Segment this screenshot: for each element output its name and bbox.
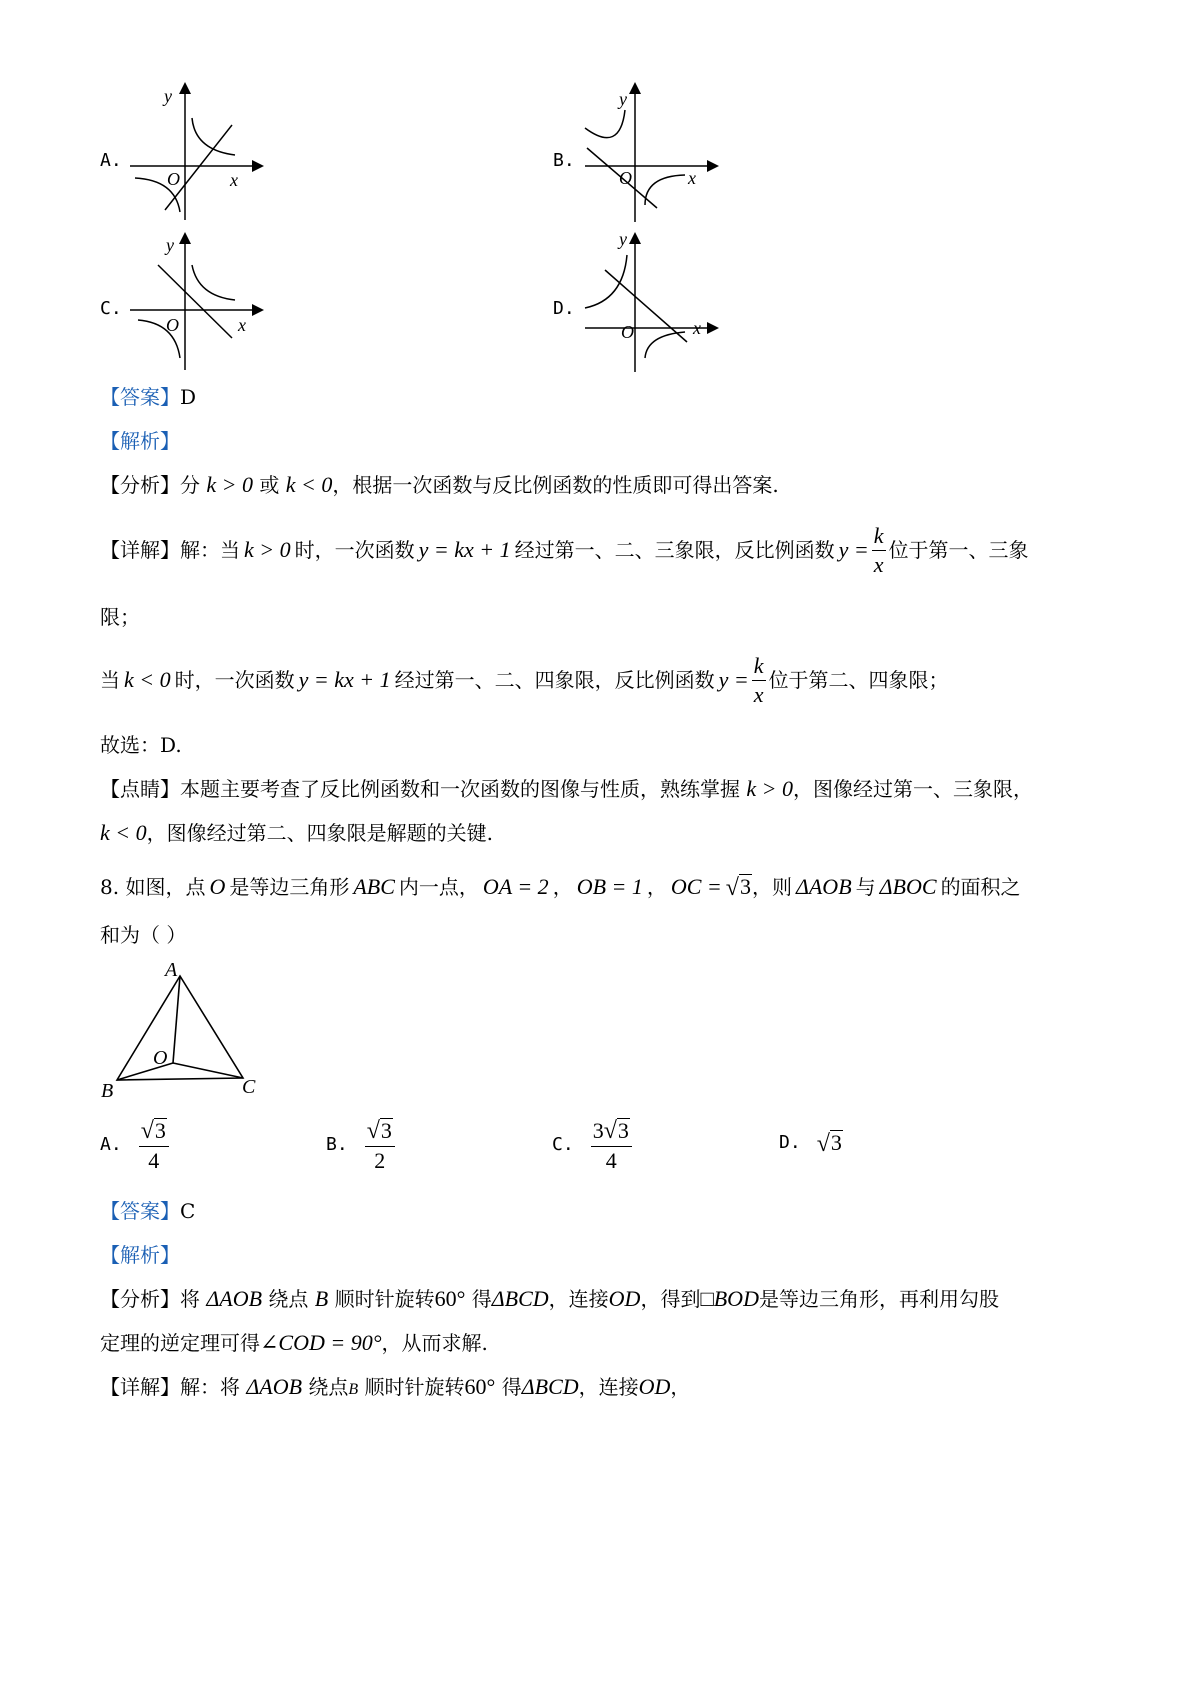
formula: B <box>348 1381 359 1398</box>
formula: 60° <box>464 1374 496 1399</box>
text: 时，一次函数 <box>174 668 295 692</box>
option-b-label: B. <box>553 150 575 171</box>
fraction <box>752 652 766 707</box>
q8-analysis-tag: 【解析】 <box>100 1243 180 1267</box>
formula: ΔBCD <box>491 1286 549 1311</box>
origin-label: O <box>621 322 634 342</box>
formula: OD <box>608 1286 641 1311</box>
xiangjie-tag: 【详解】 <box>100 1375 180 1399</box>
formula: □BOD <box>700 1286 759 1311</box>
formula: y = <box>838 537 869 562</box>
formula: k < 0 <box>124 667 171 692</box>
text: 与 <box>855 875 876 899</box>
formula: ΔAOB <box>795 874 852 899</box>
q8-option-b <box>326 1118 398 1172</box>
denominator: x <box>753 681 764 707</box>
formula: B <box>314 1286 329 1311</box>
text: 得 <box>501 1375 522 1399</box>
q8-option-d <box>779 1130 843 1156</box>
answer-tag: 【答案】 <box>100 1199 180 1223</box>
origin-label: O <box>167 169 180 189</box>
q8-triangle-figure <box>95 960 270 1105</box>
q8-fenxi-line2 <box>100 1330 488 1356</box>
option-a-label: A. <box>100 150 122 171</box>
answer-tag: 【答案】 <box>100 385 180 409</box>
x-label: x <box>238 315 246 335</box>
option-label: D. <box>779 1132 801 1153</box>
fraction <box>365 1118 395 1172</box>
formula: ABC <box>353 874 395 899</box>
fenxi-tag: 【分析】 <box>100 473 180 497</box>
option-a-graph <box>120 80 270 230</box>
denominator: 4 <box>605 1148 617 1174</box>
text: ，连接 <box>578 1375 639 1399</box>
question-number: 8. 如图，点 <box>100 875 206 899</box>
q8-fenxi-line1 <box>100 1286 999 1312</box>
text: 是等边三角形 <box>229 875 350 899</box>
hyperbola-q1 <box>192 265 235 300</box>
formula: ΔAOB <box>246 1374 303 1399</box>
formula: OA = 2 <box>482 874 549 899</box>
q7-fenxi <box>100 472 779 498</box>
formula: y = kx + 1 <box>418 537 511 562</box>
q8-option-c <box>552 1118 635 1172</box>
text: ，得到 <box>640 1287 701 1311</box>
q7-analysis-tag: 【解析】 <box>100 429 180 453</box>
q7-choose: 故选：D. <box>100 733 182 757</box>
text: 将 <box>180 1287 200 1311</box>
formula: 60° <box>434 1286 466 1311</box>
formula: OB = 1 <box>576 874 643 899</box>
text: ， <box>670 1375 691 1399</box>
formula: OC = <box>670 874 722 899</box>
formula: ΔBOC <box>879 874 937 899</box>
option-b-graph <box>575 80 725 230</box>
q7-dianjing-line1 <box>100 776 1033 802</box>
option-label: C. <box>552 1134 574 1156</box>
denominator: 2 <box>374 1148 386 1174</box>
text: ，图像经过第一、三象限， <box>792 777 1033 801</box>
q7-detail-line1 <box>100 522 1029 578</box>
sqrt-3: √ 3 <box>603 1118 629 1145</box>
text: 的面积之 <box>940 875 1021 899</box>
q7-detail-line2 <box>100 652 949 708</box>
radicand: 3 <box>154 1118 166 1143</box>
formula: O <box>209 874 226 899</box>
formula: k < 0 <box>100 820 147 845</box>
numerator: k <box>752 655 766 681</box>
sqrt-3: √ 3 <box>140 1118 166 1145</box>
fraction <box>872 522 886 577</box>
text: 当 <box>100 668 120 692</box>
xiangjie-tag: 【详解】 <box>100 538 180 562</box>
text: 时，一次函数 <box>294 538 415 562</box>
text: 解：当 <box>180 538 240 562</box>
text: 解：将 <box>180 1375 240 1399</box>
formula: y = kx + 1 <box>298 667 391 692</box>
vertex-b-label: B <box>101 1080 114 1102</box>
point-o-label: O <box>153 1047 168 1069</box>
fenxi-tag: 【分析】 <box>100 1287 180 1311</box>
option-d-graph <box>575 230 725 380</box>
x-label: x <box>230 170 238 190</box>
sqrt-3: √ 3 <box>366 1118 392 1145</box>
origin-label: O <box>619 168 632 188</box>
formula: k < 0 <box>285 472 333 497</box>
radicand: 3 <box>739 874 751 900</box>
sqrt-3: √ 3 <box>816 1130 842 1157</box>
text: 绕点 <box>308 1375 349 1399</box>
q8-detail-line1 <box>100 1374 690 1403</box>
fraction <box>139 1118 169 1172</box>
text: 是等边三角形，再利用勾股 <box>758 1287 999 1311</box>
x-label: x <box>693 318 701 338</box>
vertex-a-label: A <box>165 960 178 981</box>
text: 定理的逆定理可得 <box>100 1331 260 1355</box>
segment-oa <box>173 976 180 1063</box>
formula: y = <box>718 667 749 692</box>
formula: ΔBCD <box>521 1374 579 1399</box>
option-d-label: D. <box>553 298 575 319</box>
denominator: 4 <box>148 1148 160 1174</box>
fraction <box>591 1118 632 1172</box>
x-label: x <box>688 168 696 188</box>
formula: k > 0 <box>746 776 793 801</box>
option-label: A. <box>100 1134 122 1156</box>
text: 顺时针旋转 <box>334 1287 435 1311</box>
vertex-c-label: C <box>242 1076 256 1098</box>
hyperbola-q4 <box>645 175 685 205</box>
text: 绕点 <box>268 1287 309 1311</box>
radicand: 3 <box>830 1130 842 1156</box>
formula: ΔAOB <box>206 1286 263 1311</box>
formula: ∠COD = 90° <box>260 1330 382 1355</box>
answer-value: D <box>180 385 197 409</box>
q8-stem-line2: 和为（ ） <box>100 923 187 947</box>
text: 经过第一、二、四象限，反比例函数 <box>394 668 715 692</box>
text: 得 <box>471 1287 492 1311</box>
text: 或 <box>259 473 280 497</box>
radicand: 3 <box>617 1118 629 1143</box>
y-label: y <box>619 89 627 109</box>
text: ，图像经过第二、四象限是解题的关键. <box>146 821 493 845</box>
formula: k > 0 <box>206 472 253 497</box>
q7-dianjing-line2 <box>100 820 493 846</box>
text: ，连接 <box>548 1287 609 1311</box>
q8-stem-line1: 8. 如图，点 O 是等边三角形 ABC 内一点， OA = 2 ， OB = 1 ， OC = √ 3 ，则 ΔAOB 与 ΔBOC 的面积之 <box>100 874 1021 901</box>
sqrt-3: √ 3 <box>725 874 751 901</box>
q7-answer <box>100 384 196 410</box>
q8-answer <box>100 1198 195 1224</box>
denominator: x <box>873 551 884 577</box>
numerator: k <box>872 525 886 551</box>
option-c-graph <box>120 230 270 380</box>
radicand: 3 <box>380 1118 392 1143</box>
origin-label: O <box>166 315 179 335</box>
line <box>605 270 687 342</box>
option-label: B. <box>326 1134 348 1156</box>
q8-option-a <box>100 1118 172 1172</box>
text: ，根据一次函数与反比例函数的性质即可得出答案. <box>332 473 779 497</box>
y-label: y <box>619 230 627 249</box>
text: 经过第一、二、三象限，反比例函数 <box>514 538 835 562</box>
dianjing-tag: 【点睛】 <box>100 777 180 801</box>
q7-detail-line1b: 限； <box>100 605 140 629</box>
text: 分 <box>180 473 200 497</box>
text: 位于第一、三象 <box>888 538 1029 562</box>
y-label: y <box>166 235 174 255</box>
coefficient: 3 <box>592 1118 604 1144</box>
option-c-label: C. <box>100 298 122 319</box>
text: ，则 <box>751 875 792 899</box>
text: 顺时针旋转 <box>364 1375 465 1399</box>
hyperbola-q2 <box>585 110 625 138</box>
y-label: y <box>164 86 172 106</box>
formula: OD <box>638 1374 671 1399</box>
hyperbola-q2 <box>585 255 627 308</box>
text: 位于第二、四象限； <box>768 668 949 692</box>
segment-oc <box>173 1063 243 1078</box>
text: 本题主要考查了反比例函数和一次函数的图像与性质，熟练掌握 <box>180 777 740 801</box>
text: 内一点， <box>398 875 479 899</box>
formula: k > 0 <box>244 537 291 562</box>
text: ，从而求解. <box>381 1331 488 1355</box>
answer-value: C <box>180 1199 196 1223</box>
